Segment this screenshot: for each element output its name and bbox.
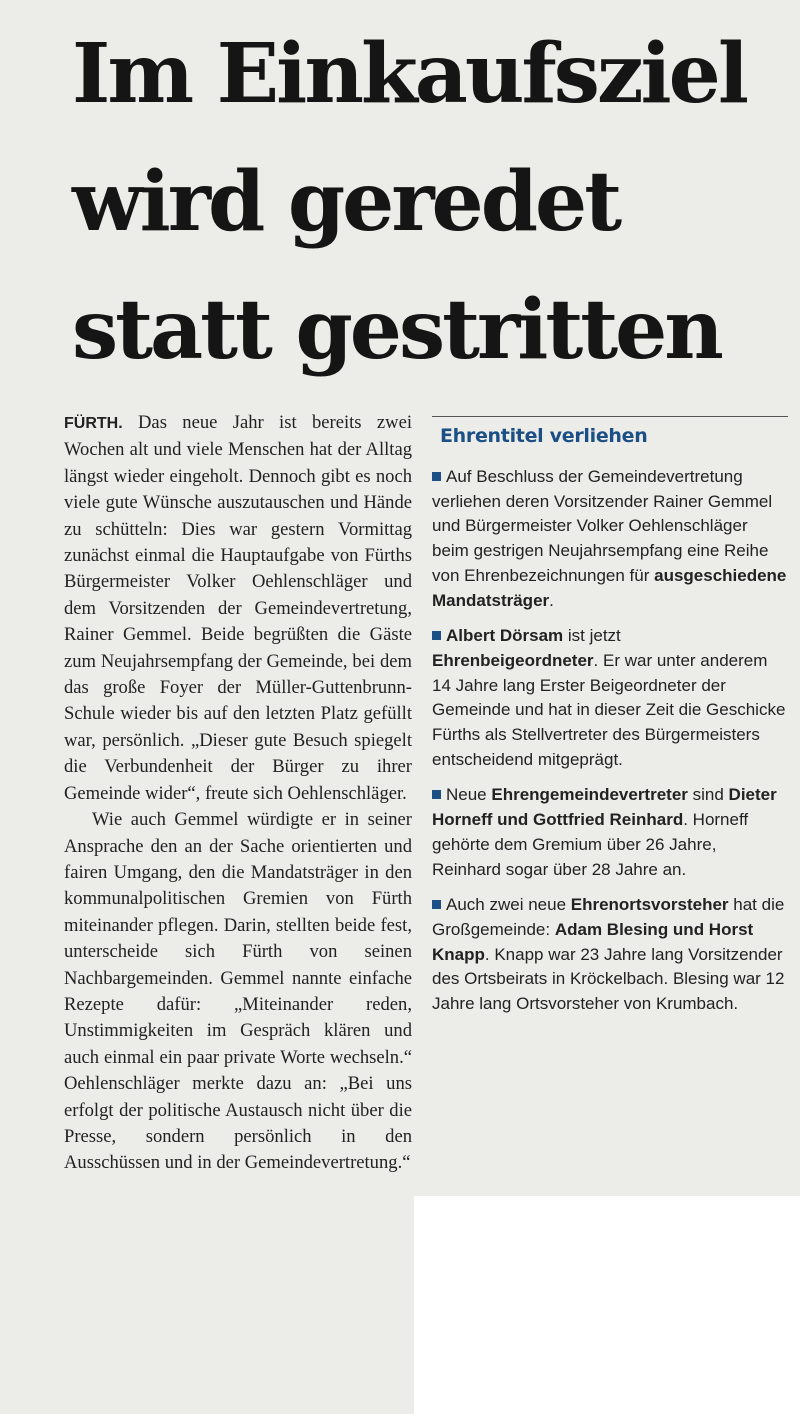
info-item-bold: Adam Blesing und Horst Knapp (432, 919, 754, 964)
square-bullet-icon (432, 472, 441, 481)
info-item-bold: Dieter Horneff und Gottfried Reinhard (432, 785, 777, 830)
square-bullet-icon (432, 631, 441, 640)
info-item (432, 783, 788, 882)
headline (72, 10, 792, 394)
info-box-title: Ehrentitel verliehen (440, 425, 648, 447)
info-item (432, 624, 788, 772)
article-paragraph-1-text: Das neue Jahr ist bereits zwei Wochen alt und viele Menschen hat der Alltag längst wieder eingeholt. Dennoch gibt es noch viele gute Wünsche auszutauschen und Hände zu schütteln: Dies war gestern Vormittag zunächst einmal die Hauptaufgabe von Fürths Bürgermeister Volker Oehlenschläger und dem Vorsitzenden der Gemeindevertretung, Rainer Gemmel. Beide begrüßten die Gäste zum Neujahrsempfang der Gemeinde, bei dem das große Foyer der Müller-Guttenbrunn-Schule wieder bis auf den letzten Platz gefüllt war, persönlich. „Dieser gute Besuch spiegelt die Verbundenheit der Bürger zu ihrer Gemeinde wider“, freute sich Oehlenschläger. (64, 412, 412, 804)
info-item-bold: Ehrengemeindevertreter (491, 785, 688, 805)
dateline: FÜRTH. (64, 415, 123, 432)
info-item-text: . (549, 590, 554, 610)
article-paragraph-1 (64, 410, 412, 807)
article-body (64, 410, 412, 1177)
info-item-text: Auf Beschluss der Gemeindevertretung verliehen deren Vorsitzender Rainer Gemmel und Bürgermeister Volker Oehlenschläger beim gestrigen Neujahrsempfang eine Reihe von Ehrenbezeichnungen für (432, 467, 773, 585)
square-bullet-icon (432, 900, 441, 909)
info-item-text: ist jetzt (563, 626, 621, 646)
info-item-bold: ausgeschiedene Mandatsträger (432, 565, 787, 610)
headline-line-1: Im Einkaufsziel (72, 26, 746, 122)
blank-area (414, 1196, 800, 1414)
info-item (432, 893, 788, 1017)
info-item-text: . Knapp war 23 Jahre lang Vorsitzender des Ortsbeirats in Kröckelbach. Blesing war 12 Jahre lang Ortsvorsteher von Krumbach. (432, 944, 785, 1014)
info-item-text: Neue (446, 785, 492, 805)
info-item-bold: Ehrenbeigeordneter (432, 650, 594, 670)
info-item-text: . Er war unter anderem 14 Jahre lang Erster Beigeordneter der Gemeinde und hat in dieser Zeit die Geschicke Fürths als Stellvertreter des Bürgermeisters entscheidend mitgeprägt. (432, 650, 786, 769)
square-bullet-icon (432, 790, 441, 799)
info-item-text: sind (687, 785, 729, 805)
article-paragraph-2: Wie auch Gemmel würdigte er in seiner Ansprache den an der Sache orientierten und fairen Umgang, den die Mandatsträger in den kommunalpolitischen Gremien von Fürth miteinander pflegen. Darin, stellten beide fest, unterscheide sich Fürth von seinen Nachbargemeinden. Gemmel nannte einfache Rezepte dafür: „Miteinander reden, Unstimmigkeiten im Gespräch klären und auch einmal ein paar private Worte wechseln.“ Oehlenschläger merkte dazu an: „Bei uns erfolgt der politische Austausch nicht über die Presse, sondern persönlich in den Ausschüssen und in der Gemeindevertretung.“ (64, 809, 412, 1174)
info-box-rule (432, 416, 788, 417)
info-item-bold: Albert Dörsam (446, 626, 564, 646)
info-item (432, 465, 788, 613)
headline-line-3: statt gestritten (72, 282, 721, 378)
headline-line-2: wird geredet (72, 154, 620, 250)
info-item-text: Auch zwei neue (446, 895, 571, 915)
info-box (432, 416, 788, 1028)
info-item-text: . Horneff gehörte dem Gremium über 26 Jahre, Reinhard sogar über 28 Jahre an. (432, 810, 749, 879)
info-item-text: hat die Großgemeinde: (432, 895, 785, 939)
info-item-bold: Ehrenortsvorsteher (570, 895, 729, 915)
